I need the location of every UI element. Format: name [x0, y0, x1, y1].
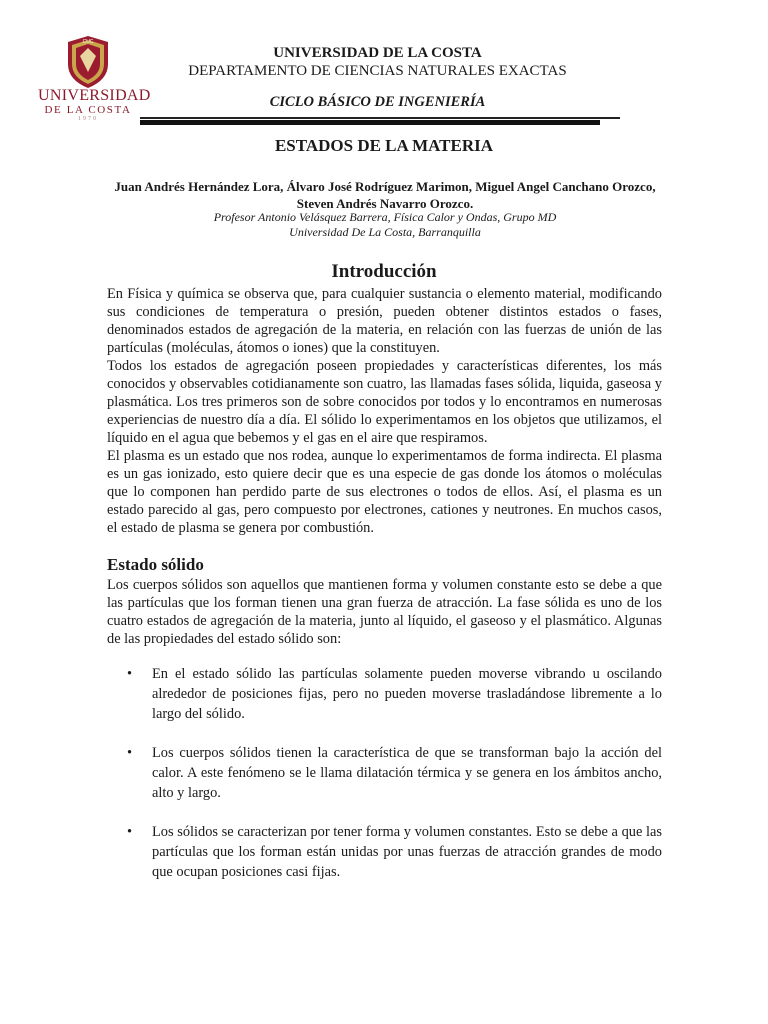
list-item [107, 822, 662, 882]
professor-line: Profesor Antonio Velásquez Barrera, Física Calor y Ondas, Grupo MD [213, 210, 557, 224]
intro-body [107, 285, 662, 537]
document-header [150, 44, 605, 111]
intro-heading: Introducción [331, 261, 437, 282]
list-item [107, 743, 662, 803]
list-item-text: Los sólidos se caracterizan por tener forma y volumen constantes. Esto se debe a que las partículas que los forman están unidas por unas fuerzas de atracción grandes de modo que ocupan posiciones casi fijas. [152, 824, 662, 880]
header-rule-thick [140, 120, 600, 125]
logo-line1: UNIVERSIDAD [38, 87, 151, 104]
university-name: UNIVERSIDAD DE LA COSTA [273, 45, 482, 61]
bullet-icon: • [127, 824, 133, 840]
university-logo [38, 34, 151, 124]
intro-paragraph: En Física y química se observa que, para cualquier sustancia o elemento material, modificando sus condiciones de temperatura o presión, pueden obtener distintos estados o fases, denominados estados de agregación de la materia, en relación con las fuerzas de unión de las partículas (moléculas, átomos o iones) que la constituyen. [107, 286, 662, 356]
bullet-icon: • [127, 745, 133, 761]
intro-paragraph: Todos los estados de agregación poseen propiedades y características diferentes, los más conocidos y observables cotidianamente son cuatro, las llamadas fases sólida, liquida, gaseosa y plasmática. Los tres primeros son de sobre conocidos por todos y lo encontramos en numerosas experiencias de nuestro día a día. El sólido lo experimentamos en los objetos que utilizamos, el líquido en el agua que bebemos y el gas en el aire que respiramos. [107, 358, 662, 446]
intro-paragraph: El plasma es un estado que nos rodea, aunque lo experimentamos de forma indirecta. El plasma es un gas ionizado, esto quiere decir que es una especie de gas donde los átomos o moléculas que lo componen han perdido parte de sus electrones o todos de ellos. Así, el plasma es un estado parecido al gas, pero compuesto por electrones, cationes y neutrones. En muchos casos, el estado de plasma se genera por combustión. [107, 448, 662, 536]
program-name: CICLO BÁSICO DE INGENIERÍA [269, 94, 486, 110]
header-rule-thin [140, 117, 620, 119]
bullet-icon: • [127, 666, 133, 682]
logo-badge: CUC [82, 39, 94, 45]
authors: Juan Andrés Hernández Lora, Álvaro José Rodríguez Marimon, Miguel Angel Canchano Orozco, Steven Andrés Navarro Orozco. [114, 179, 656, 211]
logo-year: 1970 [78, 116, 98, 122]
professor-info [105, 210, 665, 240]
logo-line2: DE LA COSTA [44, 104, 132, 116]
solid-properties-list [107, 664, 662, 901]
solid-heading: Estado sólido [107, 555, 204, 574]
document-title: ESTADOS DE LA MATERIA [274, 136, 494, 155]
shield-emblem-icon [38, 34, 138, 90]
list-item-text: En el estado sólido las partículas solamente pueden moverse vibrando u oscilando alrededor de posiciones fijas, pero no pueden moverse trasladándose libremente a lo largo del sólido. [152, 666, 662, 722]
solid-paragraph: Los cuerpos sólidos son aquellos que mantienen forma y volumen constante esto se debe a que las partículas que los forman tienen una gran fuerza de atracción. La fase sólida es uno de los cuatro estados de agregación de la materia, junto al líquido, el gaseoso y el plasmático. Algunas de las propiedades del estado sólido son: [107, 577, 662, 647]
list-item [107, 664, 662, 724]
list-item-text: Los cuerpos sólidos tienen la característica de que se transforman bajo la acción del calor. A este fenómeno se le llama dilatación térmica y se genera en los ámbitos ancho, alto y largo. [152, 745, 662, 801]
department-name: DEPARTAMENTO DE CIENCIAS NATURALES EXACTAS [188, 63, 567, 79]
affiliation-line: Universidad De La Costa, Barranquilla [289, 225, 481, 239]
